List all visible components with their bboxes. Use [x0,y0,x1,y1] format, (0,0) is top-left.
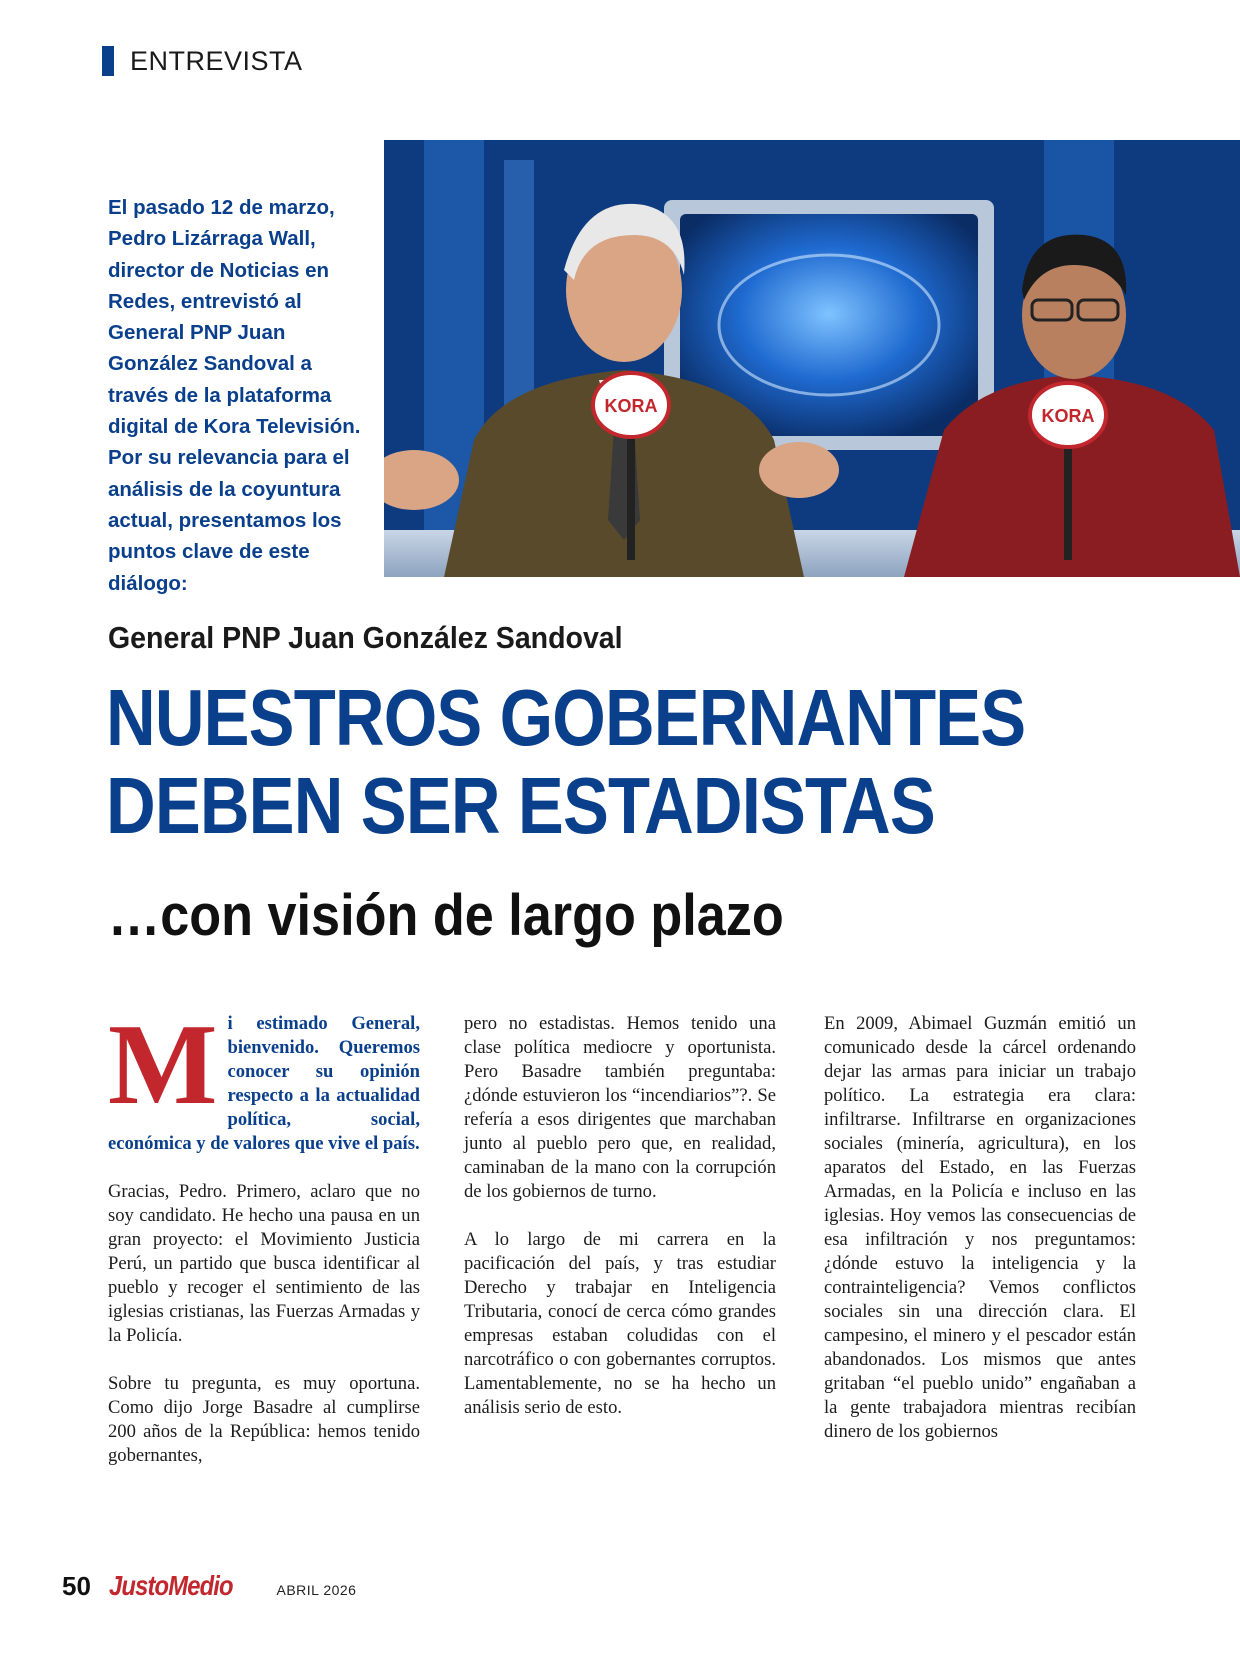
paragraph: En 2009, Abimael Guzmán emitió un comunicado desde la cárcel ordenando dejar las armas para iniciar un trabajo político. La estrategia era clara: infiltrarse. Infiltrarse en organizaciones sociales (minería, agricultura), en los aparatos del Estado, en las Fuerzas Armadas, en la Policía e incluso en las iglesias. Hoy vemos las consecuencias de esa infiltración y nos preguntamos: ¿dónde estuvo la inteligencia y la contrainteligencia? Vemos conflictos sociales sin una dirección clara. El campesino, el minero y el pescador están abandonados. Los mismos que antes gritaban “el pueblo unido” engañaban a la gente trabajadora mientras recibían dinero de los gobiernos [824,1013,1136,1442]
issue-date: ABRIL 2026 [276,1582,357,1598]
headline [106,674,1052,850]
article-column-2 [464,1012,776,1444]
paragraph: Gracias, Pedro. Primero, aclaro que no soy candidato. He hecho una pausa en un gran proyecto: el Movimiento Justicia Perú, un partido que busca identificar al pueblo y recoger el sentimiento de las iglesias cristianas, las Fuerzas Armadas y la Policía. [108,1181,420,1346]
subheadline: …con visión de largo plazo [108,883,784,948]
section-label: ENTREVISTA [130,45,303,76]
mic-logo-1: KORA [604,396,658,416]
magazine-logo: JustoMedio [108,1570,233,1601]
mic-logo-2: KORA [1041,406,1095,426]
article-column-1 [108,1001,420,1492]
question-text: i estimado General, bienvenido. Queremos conocer su opinión respecto a la actualidad política, social, económica y de valores que vive el país. [108,1013,420,1154]
interview-question [108,1001,420,1156]
studio-illustration [384,140,1240,577]
interview-photo [384,140,1240,577]
section-tag [102,46,303,76]
headline-line-2: DEBEN SER ESTADISTAS [106,761,935,850]
page-footer [62,1570,356,1606]
article-column-3 [824,1012,1136,1468]
paragraph: A lo largo de mi carrera en la pacificación del país, y tras estudiar Derecho y trabajar en Inteligencia Tributaria, conocí de cerca cómo grandes empresas estaban coludidas con el narcotráfico o con gobernantes corruptos. Lamentablemente, no se ha hecho un análisis serio de esto. [464,1229,776,1418]
drop-cap: M [108,1001,218,1129]
interviewee-name: General PNP Juan González Sandoval [108,620,623,655]
page-number: 50 [62,1571,91,1601]
intro-paragraph: El pasado 12 de marzo, Pedro Lizárraga Wall, director de Noticias en Redes, entrevistó al General PNP Juan González Sandoval a través de la plataforma digital de Kora Televisión. Por su relevancia para el análisis de la coyuntura actual, presentamos los puntos clave de este diálogo: [108,196,361,595]
headline-line-1: NUESTROS GOBERNANTES [106,673,1026,762]
section-marker [102,46,114,76]
paragraph: pero no estadistas. Hemos tenido una clase política mediocre y oportunista. Pero Basadre también preguntaba: ¿dónde estuvieron los “incendiarios”?. Se refería a esos dirigentes que marchaban junto al pueblo pero que, en realidad, caminaban de la mano con la corrupción de los gobiernos de turno. [464,1013,776,1202]
paragraph: Sobre tu pregunta, es muy oportuna. Como dijo Jorge Basadre al cumplirse 200 años de la República: hemos tenido gobernantes, [108,1373,420,1466]
